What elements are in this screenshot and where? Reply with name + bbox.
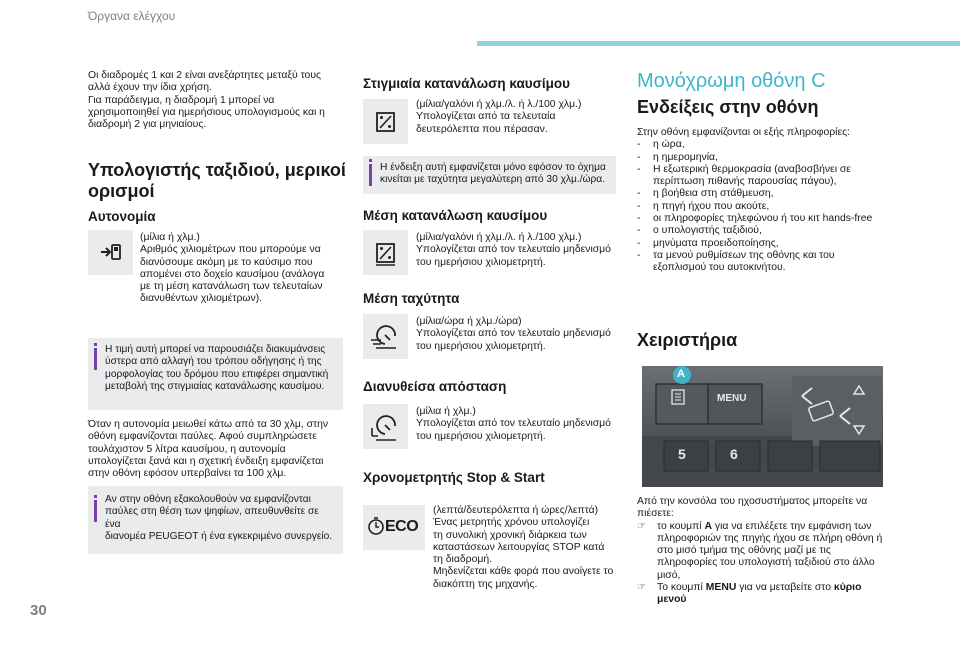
text-line: πιέσετε: [637,508,674,520]
text-span: για να μεταβείτε στο [736,582,834,594]
text-line: διανυθέντων χιλιομέτρων). [140,293,263,305]
text-line: ύστερα από αλλαγή του τρόπου οδήγησης ή της [105,356,322,368]
preset-6-button[interactable]: 6 [730,446,738,462]
text-line: Υπολογίζεται από τα τελευταία [416,111,556,123]
intro-line: Για παράδειγμα, η διαδρομή 1 μπορεί να [88,94,275,106]
text-line: κινείται με ταχύτητα μεγαλύτερη από 30 χλμ./ώρα. [380,174,606,186]
controls-title: Χειριστήρια [637,330,738,350]
stop-start-text [433,505,623,591]
text-line: καταστάσεων λειτουργίας STOP κατά [433,541,605,553]
text-line: Από την κονσόλα του ηχοσυστήματος μπορείτε να [637,496,868,507]
eco-label: ECO [385,518,419,535]
intro-line: Οι διαδρομές 1 και 2 είναι ανεξάρτητες μεταξύ τους [88,70,322,81]
list-item: - οι πληροφορίες τηλεφώνου ή του κιτ hands-free [637,213,885,225]
info-icon [94,348,97,370]
menu-button[interactable]: MENU [717,393,747,404]
text-line: τουλάχιστον 5 λίτρα καυσίμου, η αυτονομία [88,443,286,455]
text-line: διανύσουμε ακόμη με το καύσιμο που [140,256,313,268]
page-number: 30 [30,602,47,619]
display-indications-title: Ενδείξεις στην οθόνη [637,97,819,117]
text-line: Υπολογίζεται από τον τελευταίο μηδενισμό [416,418,611,430]
autonomy-title: Αυτονομία [88,209,156,224]
text-line: (λεπτά/δευτερόλεπτα ή ώρες/λεπτά) [433,505,599,516]
text-span: το κουμπί [657,520,705,532]
heading-line: ορισμοί [88,181,155,201]
info-box-dealer [88,486,343,554]
stop-start-title: Χρονομετρητής Stop & Start [363,470,545,485]
text-line: του ημερήσιου χιλιομετρητή. [416,430,546,442]
autonomy-icon [88,230,133,275]
autonomy-low-paragraph [88,419,346,480]
text-line: του ημερήσιου χιλιομετρητή. [416,340,546,352]
text-line: Μηδενίζεται κάθε φορά που ανοίγετε το [433,566,614,578]
average-speed-text [416,316,621,353]
distance-title: Διανυθείσα απόσταση [363,379,507,394]
heading-line: Υπολογιστής ταξιδιού, μερικοί [88,160,346,180]
info-icon [94,500,97,522]
text-line: μορφολογίας του δρόμου που επιφέρει σημαντική [105,368,329,380]
list-item: - η ημερομηνία, [637,152,885,164]
running-header: Όργανα ελέγχου [88,9,176,23]
trip-intro [88,70,343,131]
info-box-speed [363,156,616,194]
average-speed-title: Μέση ταχύτητα [363,291,460,306]
text-line: (μίλια ή χλμ.) [140,232,200,243]
text-line: μεταβολή της στιγμιαίας κατανάλωσης καυσίμου. [105,380,325,392]
list-item: - ο υπολογιστής ταξιδιού, [637,225,885,237]
info-text [380,162,608,187]
text-line: Υπολογίζεται από τον τελευταίο μηδενισμό [416,244,611,256]
list-item: - η ώρα, [637,139,885,151]
distance-icon [363,404,408,449]
text-line: διανομέα PEUGEOT ή ένα εγκεκριμένο συνεργείο. [105,530,333,542]
text-line: Αριθμός χιλιομέτρων που μπορούμε να [140,244,321,256]
intro-line: χρησιμοποιηθεί για ημερήσιους υπολογισμούς και η [88,106,325,118]
average-consumption-text [416,232,621,269]
control-item-menu [637,582,887,607]
distance-text [416,406,621,443]
header-rule [477,41,960,46]
list-item: - μηνύματα προειδοποίησης, [637,238,885,250]
display-info-list [637,127,885,275]
text-line: (μίλια/γαλόνι ή χλμ./λ. ή λ./100 χλμ.) [416,99,582,110]
control-item-a [637,521,887,582]
text-line: τη διαδρομή. [433,554,492,566]
text-line: δευτερόλεπτα που πέρασαν. [416,123,548,135]
fuel-consumption-icon [363,99,408,144]
text-span: Το κουμπί [657,582,706,594]
controls-description [637,496,887,607]
audio-console-photo [642,366,883,487]
intro-line: διαδρομή 2 για μηνιαίους. [88,119,207,131]
text-line: απομένει στο δοχείο καυσίμου (ανάλογα [140,268,325,280]
text-line: με τη μέση κατανάλωση των τελευταίων [140,281,323,293]
text-line: (μίλια/ώρα ή χλμ./ώρα) [416,316,522,327]
trip-computer-heading [88,160,346,202]
average-speed-icon [363,314,408,359]
list-item: - τα μενού ρυθμίσεων της οθόνης και του εξοπλισμού του αυτοκινήτου. [637,250,885,275]
info-icon [369,164,372,186]
intro-line: αλλά έχουν την ίδια χρήση. [88,82,212,94]
list-item: - η πηγή ήχου που ακούτε, [637,201,885,213]
average-consumption-icon [363,230,408,275]
list-item: - η βοήθεια στη στάθμευση, [637,188,885,200]
text-span: για να επιλέξετε την εμφάνιση των πληροφοριών της πηγής ήχου σε πλήρη οθόνη ή στο μισό τμήμα της οθόνης μαζί με τις πληροφορίες του υπολογιστή ταξιδιού στο άλλο μισό, [657,520,883,581]
info-text [105,494,335,543]
list-lead: Στην οθόνη εμφανίζονται οι εξής πληροφορίες: [637,127,851,138]
stop-start-eco-icon [363,505,425,550]
main-menu-label: κύριο μενού [657,582,862,606]
autonomy-text [140,232,345,306]
key-menu-label: MENU [705,582,737,594]
text-line: Ένας μετρητής χρόνου υπολογίζει [433,517,590,529]
text-line: παύλες στη θέση των ψηφίων, απευθυνθείτε σε ένα [105,506,319,530]
section-title: Μονόχρωμη οθόνη C [637,70,826,92]
list-item: - Η εξωτερική θερμοκρασία (αναβοσβήνει σε περίπτωση πιθανής παρουσίας πάγου), [637,164,885,189]
text-line: υπολογίζεται ξανά και η σχετική ένδειξη εμφανίζεται [88,455,324,467]
text-line: διακόπτη της μηχανής. [433,578,538,590]
text-line: (μίλια ή χλμ.) [416,406,476,417]
info-box-variation [88,338,343,410]
text-line: τη συνολική χρονική διάρκεια των [433,529,587,541]
text-line: οθόνη εμφανίζονται παύλες. Αφού συμπληρώσετε [88,431,317,443]
instant-consumption-title: Στιγμιαία κατανάλωση καυσίμου [363,76,570,91]
text-line: στην οθόνη εφόσον υπερβαίνει τα 100 χλμ. [88,468,287,480]
text-line: του ημερήσιου χιλιομετρητή. [416,256,546,268]
text-line: Υπολογίζεται από τον τελευταίο μηδενισμό [416,328,611,340]
text-line: Η ένδειξη αυτή εμφανίζεται μόνο εφόσον το όχημα [380,162,606,173]
text-line: Όταν η αυτονομία μειωθεί κάτω από τα 30 χλμ, στην [88,419,329,430]
instant-consumption-text [416,99,616,136]
text-line: (μίλια/γαλόνι ή χλμ./λ. ή λ./100 χλμ.) [416,232,582,243]
text-line: Η τιμή αυτή μπορεί να παρουσιάζει διακυμάνσεις [105,344,326,355]
preset-5-button[interactable]: 5 [678,446,686,462]
text-line: Αν στην οθόνη εξακολουθούν να εμφανίζονται [105,494,311,505]
key-a-label: A [704,520,713,532]
callout-a: A [677,368,685,380]
average-consumption-title: Μέση κατανάλωση καυσίμου [363,208,548,223]
info-text [105,344,335,393]
